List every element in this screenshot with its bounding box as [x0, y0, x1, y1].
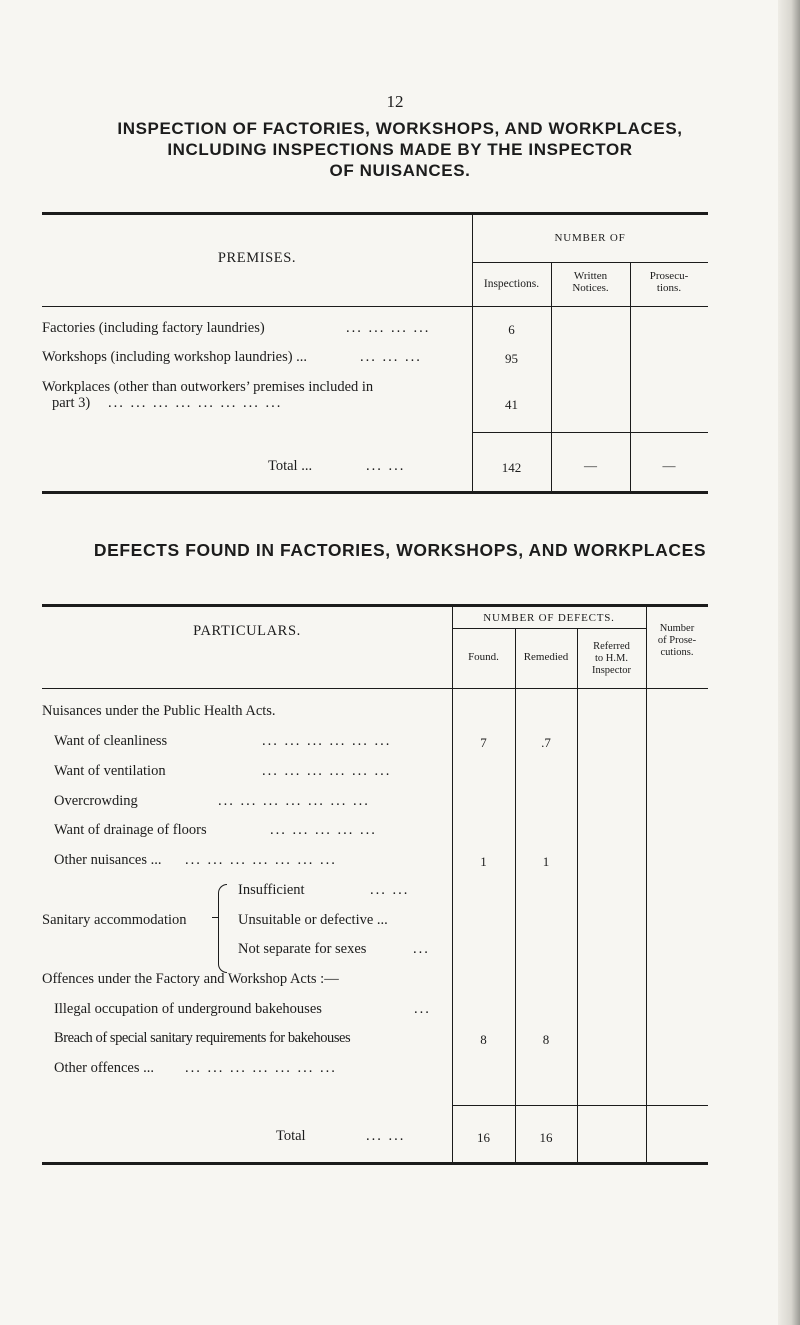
section-factory-workshop-acts: Offences under the Factory and Workshop Acts :—	[42, 971, 339, 987]
table1-top-rule	[42, 212, 708, 215]
sanitary-unsuitable: Unsuitable or defective ...	[238, 912, 388, 928]
leader-dots: ... ... ... ... ... ... ... ...	[108, 395, 283, 411]
col-prosecutions-line2: of Prose-	[657, 635, 697, 646]
found-value: 7	[480, 735, 487, 750]
table2-title: DEFECTS FOUND IN FACTORIES, WORKSHOPS, AND WORKPLACES	[93, 540, 707, 560]
page-number: 12	[386, 92, 404, 111]
row-label: Overcrowding	[54, 793, 138, 809]
col-referred-line3: Inspector	[591, 665, 632, 676]
table2-subhead-rule	[452, 628, 646, 629]
total-label: Total ...	[268, 458, 313, 474]
inspections-value: 41	[505, 397, 518, 412]
table1-title-line1: INSPECTION OF FACTORIES, WORKSHOPS, AND WORKPLACES,	[117, 119, 683, 138]
table2-top-rule	[42, 604, 708, 607]
leader-dots: ... ... ...	[360, 349, 422, 365]
row-label: Want of drainage of floors	[54, 822, 207, 838]
inspections-value: 6	[508, 322, 515, 337]
leader-dots: ... ... ... ... ... ... ...	[218, 793, 370, 809]
leader-dots: ... ...	[370, 882, 410, 898]
inspections-value: 95	[505, 351, 518, 366]
table2-bottom-rule	[42, 1162, 708, 1165]
section-public-health: Nuisances under the Public Health Acts.	[42, 703, 276, 719]
number-of-defects-header: NUMBER OF DEFECTS.	[483, 612, 615, 624]
total-label: Total	[276, 1128, 306, 1144]
remedied-value: 8	[542, 1032, 550, 1047]
col-written-line1: Written	[573, 270, 608, 282]
row-label: Workshops (including workshop laundries) ...	[42, 349, 308, 365]
leader-dots: ... ... ... ... ... ...	[262, 763, 392, 779]
leader-dots: ... ... ... ... ...	[270, 822, 377, 838]
leader-dots: ... ... ... ... ... ...	[262, 733, 392, 749]
number-of-header: NUMBER OF	[554, 232, 626, 244]
found-value: 1	[480, 854, 487, 869]
sanitary-label: Sanitary accommodation	[42, 912, 187, 928]
col-prosecutions-line3: cutions.	[660, 647, 694, 658]
total-found: 16	[477, 1130, 490, 1145]
leader-dots: ... ... ... ... ... ... ...	[185, 1060, 337, 1076]
row-label-continued: part 3)	[52, 395, 91, 411]
table2-divider-3	[577, 628, 578, 1163]
total-prosecutions: —	[662, 458, 676, 473]
table2-total-rule	[452, 1105, 708, 1106]
row-label: Illegal occupation of underground bakehouses	[54, 1001, 322, 1017]
col-prosecutions-line1: Number	[659, 623, 695, 634]
brace-bottom	[218, 914, 227, 973]
table2-divider-4	[646, 605, 647, 1163]
row-label: Breach of special sanitary requirements for bakehouses	[54, 1030, 351, 1046]
total-remedied: 16	[539, 1130, 553, 1145]
col-remedied: Remedied	[523, 651, 569, 663]
leader-dots: ... ...	[366, 1128, 406, 1144]
leader-dots: ...	[414, 1001, 431, 1017]
row-label: Want of cleanliness	[54, 733, 168, 749]
sanitary-not-separate: Not separate for sexes	[238, 941, 367, 957]
remedied-value: 1	[542, 854, 550, 869]
premises-header: PREMISES.	[217, 250, 297, 266]
col-prosecutions	[630, 270, 708, 294]
col-referred-line2: to H.M.	[595, 653, 628, 664]
table1-subhead-rule	[472, 262, 708, 263]
table1-title	[60, 118, 740, 181]
table1-title-line2: INCLUDING INSPECTIONS MADE BY THE INSPECTOR	[167, 140, 633, 159]
table2-divider-1	[452, 605, 453, 1163]
leader-dots: ...	[413, 941, 430, 957]
col-found: Found.	[468, 651, 499, 663]
remedied-value: .7	[541, 735, 551, 750]
found-value: 8	[480, 1032, 487, 1047]
leader-dots: ... ... ... ...	[346, 320, 431, 336]
row-label: Other offences ...	[54, 1060, 154, 1076]
row-label: Other nuisances ...	[54, 852, 162, 868]
col-prosecutions-line1: Prosecu-	[649, 270, 689, 282]
row-label: Workplaces (other than outworkers’ premises included in	[42, 379, 374, 395]
page-edge-shadow	[778, 0, 800, 1325]
row-label: Factories (including factory laundries)	[42, 320, 265, 336]
table2-divider-2	[515, 628, 516, 1163]
table2-head-rule	[42, 688, 708, 689]
col-written-line2: Notices.	[572, 282, 609, 294]
table1-head-rule	[42, 306, 708, 307]
total-written-notices: —	[584, 458, 597, 473]
col-referred	[577, 641, 646, 677]
table1-total-rule	[472, 432, 708, 433]
particulars-header: PARTICULARS.	[193, 623, 301, 639]
col-prosecutions-line2: tions.	[656, 282, 682, 294]
row-label: Want of ventilation	[54, 763, 166, 779]
table1-bottom-rule	[42, 491, 708, 494]
table1-title-line3: OF NUISANCES.	[329, 161, 471, 180]
sanitary-insufficient: Insufficient	[238, 882, 305, 898]
leader-dots: ... ...	[366, 458, 406, 474]
col-number-of-prosecutions	[646, 623, 708, 659]
col-referred-line1: Referred	[593, 641, 630, 652]
leader-dots: ... ... ... ... ... ... ...	[185, 852, 337, 868]
brace-point	[212, 917, 219, 918]
col-written-notices	[551, 270, 630, 294]
total-inspections: 142	[501, 460, 522, 475]
col-inspections: Inspections.	[483, 278, 540, 290]
